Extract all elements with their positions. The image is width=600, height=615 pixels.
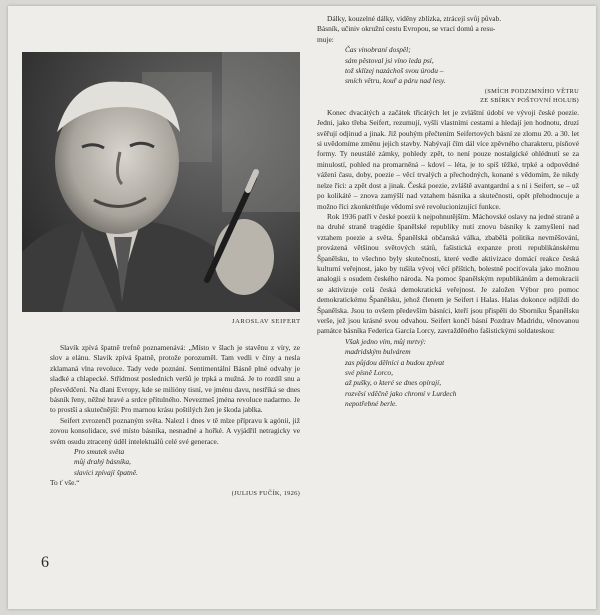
poem-excerpt (317, 45, 579, 87)
verse-line: sám pěstoval jsi víno leda psí, (345, 55, 434, 65)
closing-line: To ť vše.“ (50, 478, 80, 488)
verse-line: až pušky, o které se dnes opírají, (345, 378, 442, 388)
page-number: 6 (41, 554, 49, 571)
verse-line: své písně Lorco, (345, 368, 393, 377)
verse-line: smích větru, kouř a páru nad lesy. (345, 76, 446, 86)
poem-excerpt (317, 337, 579, 410)
left-column (50, 343, 300, 498)
verse-line: tož sklízej nazáchoš svou úrodu – (345, 66, 444, 76)
verse-line: nepotřebné berle. (345, 399, 398, 409)
intro-line: Dálky, kouzelné dálky, viděny zblízka, ztrácejí svůj půvab. (327, 14, 502, 23)
verse-line: rozvěsí vděčně jako chromí v Lurdech (345, 388, 457, 398)
portrait-image (22, 52, 300, 312)
verse-line: zas půjdou dělníci a budou zpívat (345, 357, 445, 367)
paragraph: Konec dvacátých a začátek třicátých let je zvláštní údobí ve vývoji české poezie. Jedni, jako třeba Seifert, rezumují, vyšli vlastními cestami a hledají jen hodnotu, druzí svěřují odjinud a jinak. Již pouhým přečtením Seifertových básní ze zlomu 20. a 30. let si uvědomíme změnu jejich stavby. Nabývají čím dál více zpěvného charakteru, písňové formy. Ty neustálé zámky, pohledy zpět, to není pouze nostalgické ohlédnutí se za minulostí, pohled na promarněná – kdoví – léta, je to spíš těžké, trpké a odpovědné vážení času, doby, poezie – věcí trvalých a přechodných, konané s vědomím, že nikdy nelze říci: a zpět dost a jinak. Česká poezie, zvláště avantgardní a s ní i Seifert, se – už po kolikáté – znova zamýšlí nad vztahem básníka a skutečnosti, opět přehodnocuje a možno říci zkonkrétňuje vědomí své revolucionizující funkce. (317, 107, 579, 211)
verse-line: madridským bulvárem (345, 347, 411, 357)
poem-excerpt (50, 447, 300, 478)
verse-line: slavíci zpívají špatně. (74, 467, 138, 477)
paragraph: Seifert zvrozenčl poznaným světa. Nalezl i dnes v tě mlze přípravu k agónii, již zovou konsolidace, své místo básníka, nesnadné a hořké. A vyjádřil netragicky ve svém osudu ztracený úděl intelektuálů celé své generace. (50, 415, 300, 446)
photo-caption: JAROSLAV SEIFERT (232, 318, 301, 325)
verse-line: Však jedno vím, můj mrtvý: (345, 336, 427, 346)
verse-source: ZE SBÍRKY POŠTOVNÍ HOLUB) (480, 96, 579, 104)
quote-source: (JULIUS FUČÍK, 1926) (231, 489, 300, 497)
paragraph: Rok 1936 patří v české poezii k nejpohnutějším. Máchovské oslavy na jedné straně a na druhé straně tragédie španělské republiky nutí znovu básníky k zamyšlení nad vztahem poezie a světa. Španělská občanská válka, zbabělá politika nevměšování, provázená většinou světových států, fašistická expanze proti republikánskému Španělsku, to všechno byly skutečnosti, které vedle aktivizace domácí reakce česká kulturní veřejnost, jako by tušila vývoj věcí příštích, bolestně pociťovala jako možnou analogii s osudem českého národa. Na pomoc španělským republikánům a demokracii se aktivizuje celá česká demokratická veřejnost. Je založen Výbor pro pomoc demokratickému Španělsku, jehož členem je Seifert i Halas. Halas dokonce odjíždí do Španělska. Jsou to ovšem především básníci, kteří jsou přispěli do Sborníku Španělsku verše, jež jsou krásné svou odvahou. Seifert končí básní Pozdrav Madridu, věnovanou památce básníka Federica García Lorcy, zavražděného fašistickými soldateskou: (317, 211, 579, 336)
verse-source: (SMÍCH PODZIMNÍHO VĚTRU (484, 87, 579, 95)
right-column (317, 14, 579, 410)
verse-line: můj drahý básníka, (74, 457, 131, 467)
intro-line: muje: (317, 34, 334, 44)
intro-line: Básník, učiniv okružní cestu Evropou, se vrací domů a resu- (317, 24, 496, 34)
verse-line: Pro smutek světa (74, 447, 125, 457)
portrait-photo (22, 52, 300, 312)
verse-line: Čas vinobraní dospěl; (345, 45, 411, 55)
book-page (8, 6, 596, 609)
paragraph: Slavík zpívá špatně trefně poznamenává: „Místo v šlach je stavěnu z víry, ze slov a elánu. Slavík zpívá špatně, protože porozuměl. Tam vedli v činy a nesla zklamaná vlna revoluce. Tady vede poznání. Sentimentální Básně plné odvahy je sladké a chlapecké. Střídmost posledních veršů je trpká a mužná. Je to rozdíl snu a přesvědčení. Na dlani Evropy, kde se milióny tisní, ve jménu davu, nestříká se dnes básník řeny, něžné hravé a srdce přítulného. Nevezmeš jména revoluce nadarmo. Je to prostší a skutečnější: Pro marnou krásu poštilých žen je škoda jablka. (50, 343, 300, 415)
